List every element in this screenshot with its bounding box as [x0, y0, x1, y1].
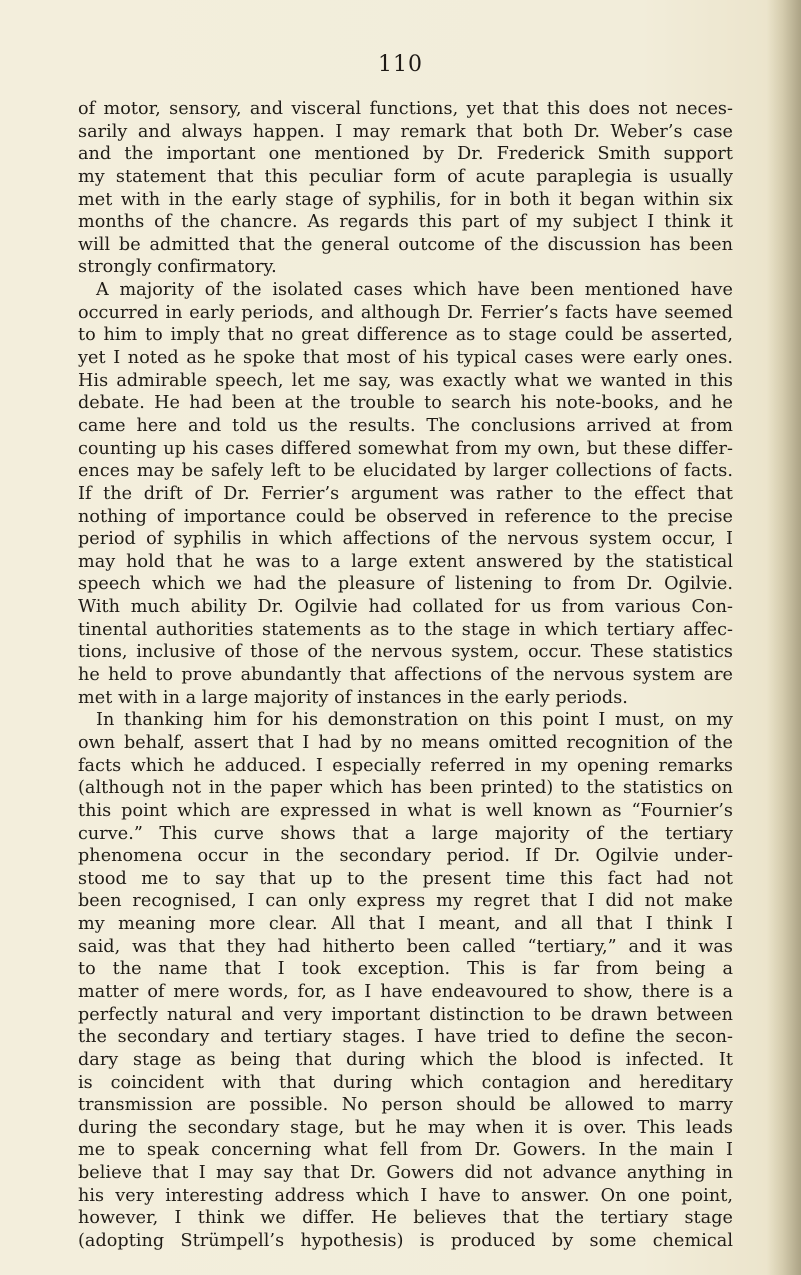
text-line: is coincident with that during which contagion and hereditary	[78, 1072, 733, 1093]
text-line: during the secondary stage, but he may when it is over. This leads	[78, 1117, 733, 1138]
page-edge-shadow	[767, 0, 801, 1275]
text-line: my statement that this peculiar form of acute paraplegia is usually	[78, 166, 733, 187]
text-line: period of syphilis in which affections of the nervous system occur, I	[78, 529, 733, 550]
text-line: own behalf, assert that I had by no means omitted recognition of the	[78, 732, 733, 753]
text-line: believe that I may say that Dr. Gowers did not advance anything in	[78, 1163, 733, 1184]
text-line: nothing of importance could be observed in reference to the precise	[78, 506, 733, 527]
text-line: he held to prove abundantly that affections of the nervous system are	[78, 665, 733, 686]
text-line: counting up his cases differed somewhat from my own, but these differ-	[78, 438, 733, 459]
text-line: my meaning more clear. All that I meant, and all that I think I	[78, 914, 733, 935]
page-number: 110	[378, 52, 423, 77]
text-line: transmission are possible. No person should be allowed to marry	[78, 1095, 733, 1116]
text-line: met with in a large majority of instances in the early periods.	[78, 687, 628, 708]
text-line: ences may be safely left to be elucidated by larger collections of facts.	[78, 461, 733, 482]
text-line: occurred in early periods, and although Dr. Ferrier’s facts have seemed	[78, 302, 733, 323]
body-text	[78, 98, 733, 1253]
text-line: been recognised, I can only express my regret that I did not make	[78, 891, 733, 912]
text-line: A majority of the isolated cases which have been mentioned have	[96, 280, 733, 301]
text-line: tinental authorities statements as to the stage in which tertiary affec-	[78, 619, 733, 640]
text-line: sarily and always happen. I may remark that both Dr. Weber’s case	[78, 121, 733, 142]
text-line: strongly confirmatory.	[78, 257, 277, 278]
text-line: met with in the early stage of syphilis, for in both it began within six	[78, 189, 733, 210]
text-line: said, was that they had hitherto been called “tertiary,” and it was	[78, 936, 733, 957]
text-line: perfectly natural and very important distinction to be drawn between	[78, 1004, 733, 1025]
text-line: will be admitted that the general outcome of the discussion has been	[78, 234, 733, 255]
text-line: and the important one mentioned by Dr. Frederick Smith support	[78, 144, 733, 165]
text-line: tions, inclusive of those of the nervous system, occur. These statistics	[78, 642, 733, 663]
text-line: (adopting Strümpell’s hypothesis) is produced by some chemical	[78, 1231, 733, 1252]
text-line: however, I think we differ. He believes that the tertiary stage	[78, 1208, 733, 1229]
text-line: to him to imply that no great difference as to stage could be asserted,	[78, 325, 733, 346]
text-line: months of the chancre. As regards this part of my subject I think it	[78, 212, 733, 233]
text-line: may hold that he was to a large extent answered by the statistical	[78, 551, 733, 572]
text-line: me to speak concerning what fell from Dr. Gowers. In the main I	[78, 1140, 733, 1161]
text-line: came here and told us the results. The conclusions arrived at from	[78, 415, 733, 436]
text-line: With much ability Dr. Ogilvie had collated for us from various Con-	[78, 597, 733, 618]
text-line: his very interesting address which I have to answer. On one point,	[78, 1185, 733, 1206]
text-line: phenomena occur in the secondary period. If Dr. Ogilvie under-	[78, 846, 733, 867]
text-line: In thanking him for his demonstration on this point I must, on my	[96, 710, 733, 731]
text-line: debate. He had been at the trouble to search his note-books, and he	[78, 393, 733, 414]
text-line: His admirable speech, let me say, was exactly what we wanted in this	[78, 370, 733, 391]
text-line: the secondary and tertiary stages. I have tried to define the secon-	[78, 1027, 733, 1048]
text-line: speech which we had the pleasure of listening to from Dr. Ogilvie.	[78, 574, 733, 595]
text-line: of motor, sensory, and visceral functions, yet that this does not neces-	[78, 99, 733, 119]
text-line: stood me to say that up to the present time this fact had not	[78, 868, 733, 889]
text-line: dary stage as being that during which the blood is infected. It	[78, 1049, 733, 1070]
text-line: this point which are expressed in what is well known as “Fournier’s	[78, 800, 733, 821]
text-line: matter of mere words, for, as I have endeavoured to show, there is a	[78, 981, 733, 1002]
text-line: curve.” This curve shows that a large majority of the tertiary	[78, 823, 733, 844]
text-line: to the name that I took exception. This is far from being a	[78, 959, 733, 980]
text-line: (although not in the paper which has been printed) to the statistics on	[78, 778, 733, 799]
text-line: facts which he adduced. I especially referred in my opening remarks	[78, 755, 733, 776]
text-line: If the drift of Dr. Ferrier’s argument was rather to the effect that	[78, 483, 733, 504]
text-line: yet I noted as he spoke that most of his typical cases were early ones.	[78, 348, 733, 369]
